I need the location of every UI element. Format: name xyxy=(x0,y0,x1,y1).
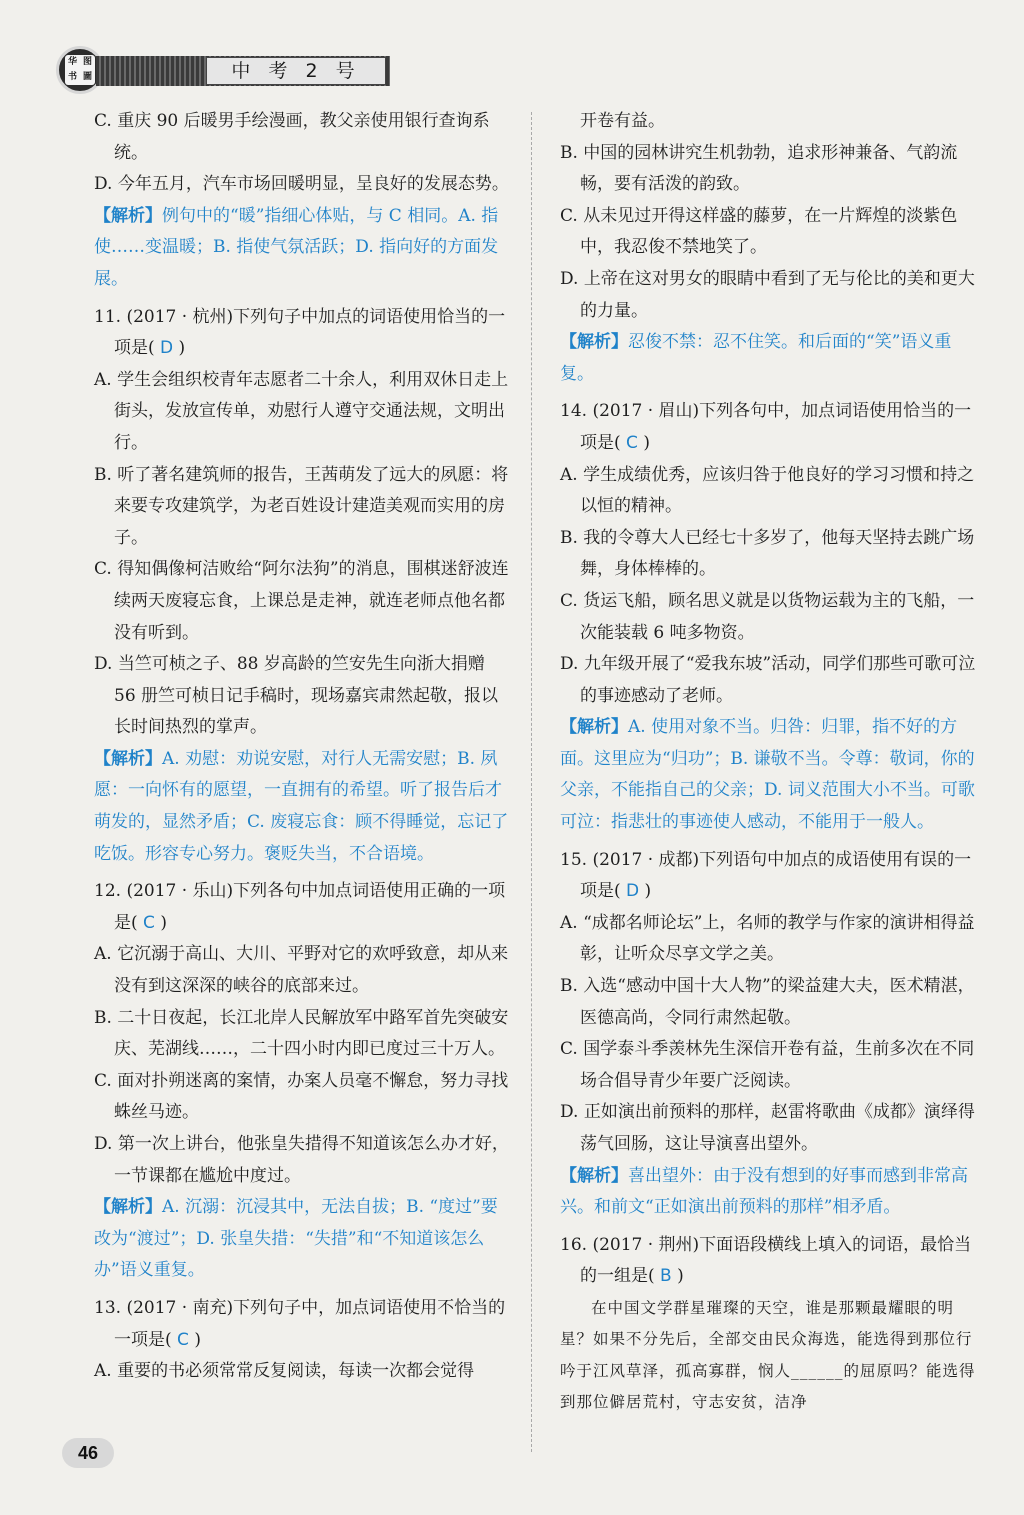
question-stem xyxy=(94,876,510,939)
analysis-text: A. 使用对象不当。归咎：归罪，指不好的方面。这里应为“归功”；B. 谦敬不当。令尊：敬词，你的父亲，不能指自己的父亲；D. 词义范围大小不当。可歌可泣：指悲壮的事迹使人感动，不能用于一般人。 xyxy=(560,717,975,833)
page-number: 46 xyxy=(62,1438,114,1468)
option-text: B. 听了著名建筑师的报告，王茜萌发了远大的夙愿：将来要专攻建筑学，为老百姓设计建造美观而实用的房子。 xyxy=(94,464,509,548)
analysis-tag: 【解析】 xyxy=(94,205,162,226)
answer-choice: C xyxy=(620,432,644,453)
answer-option xyxy=(94,1356,510,1388)
option-text: C. 面对扑朔迷离的案情，办案人员毫不懈怠，努力寻找蛛丝马迹。 xyxy=(94,1070,509,1123)
option-text: C. 重庆 90 后暖男手绘漫画，教父亲使用银行查询系统。 xyxy=(94,111,490,163)
analysis-text: 例句中的“暖”指细心体贴，与 C 相同。A. 指使……变温暖；B. 指使气氛活跃；D. 指向好的方面发展。 xyxy=(94,205,499,289)
analysis-text: A. 劝慰：劝说安慰，对行人无需安慰；B. 夙愿：一向怀有的愿望，一直拥有的希望。听了报告后才萌发的，显然矛盾；C. 废寝忘食：顾不得睡觉，忘记了吃饭。形容专心努力。褒贬失当，不合语境。 xyxy=(94,748,509,864)
passage-text: 在中国文学群星璀璨的天空，谁是那颗最耀眼的明星？如果不分先后，全部交由民众海选，能选得到那位行吟于江风草泽，孤高寡群，悯人______的屈原吗？能选得到那位僻居荒村，守志安贫，洁净 xyxy=(560,1298,976,1412)
answer-option xyxy=(94,554,510,649)
answer-option xyxy=(94,365,510,460)
option-text: B. 我的令尊大人已经七十多岁了，他每天坚持去跳广场舞，身体棒棒的。 xyxy=(560,527,975,580)
left-column xyxy=(94,106,510,1388)
answer-option xyxy=(94,1129,510,1192)
question-text: 11. (2017 · 杭州)下列句子中加点的词语使用恰当的一项是( xyxy=(94,306,506,359)
analysis-tag: 【解析】 xyxy=(560,717,628,738)
question-text: 14. (2017 · 眉山)下列各句中，加点词语使用恰当的一项是( xyxy=(560,401,972,453)
analysis-text: 喜出望外：由于没有想到的好事而感到非常高兴。和前文“正如演出前预料的那样”相矛盾。 xyxy=(560,1165,968,1218)
answer-option xyxy=(560,908,976,971)
logo-char: 圖 xyxy=(82,72,92,82)
question-text: 16. (2017 · 荆州)下面语段横线上填入的词语，最恰当的一组是( xyxy=(560,1234,972,1287)
option-text: D. 当竺可桢之子、88 岁高龄的竺安先生向浙大捐赠 56 册竺可桢日记手稿时，现场嘉宾肃然起敬，报以长时间热烈的掌声。 xyxy=(94,654,499,738)
analysis-text: A. 沉溺：沉浸其中，无法自拔；B. “度过”要改为“渡过”；D. 张皇失措：“失措”和“不知道该怎么办”语义重复。 xyxy=(94,1197,498,1281)
option-text: A. 重要的书必须常常反复阅读，每读一次都会觉得 xyxy=(94,1361,475,1382)
answer-option xyxy=(94,939,510,1002)
option-text: D. 九年级开展了“爱我东坡”活动，同学们那些可歌可泣的事迹感动了老师。 xyxy=(560,654,976,706)
analysis-tag: 【解析】 xyxy=(94,1197,162,1218)
answer-option xyxy=(560,1097,976,1160)
option-text: B. 中国的园林讲究生机勃勃，追求形神兼备、气韵流畅，要有活泼的韵致。 xyxy=(560,142,958,195)
column-divider xyxy=(531,112,532,1452)
option-text: A. 学生成绩优秀，应该归咎于他良好的学习习惯和持之以恒的精神。 xyxy=(560,464,975,517)
answer-option xyxy=(94,460,510,555)
question-close-paren: ) xyxy=(178,338,186,359)
answer-option xyxy=(560,1034,976,1097)
analysis-block xyxy=(94,1192,510,1287)
answer-option xyxy=(94,1003,510,1066)
right-column xyxy=(560,106,976,1419)
answer-option xyxy=(560,264,976,327)
header-title: 中 考 2 号 xyxy=(206,57,386,85)
option-text: A. 学生会组织校青年志愿者二十余人，利用双休日走上街头，发放宣传单，劝慰行人遵守交通法规，文明出行。 xyxy=(94,369,509,453)
question-close-paren: ) xyxy=(194,1329,201,1350)
question-stem xyxy=(560,845,976,908)
option-text: D. 今年五月，汽车市场回暖明显，呈良好的发展态势。 xyxy=(94,174,509,195)
option-text: 开卷有益。 xyxy=(580,111,665,131)
question-text: 13. (2017 · 南充)下列句子中，加点词语使用不恰当的一项是( xyxy=(94,1297,506,1350)
option-text: C. 得知偶像柯洁败给“阿尔法狗”的消息，围棋迷舒波连续两天废寝忘食，上课总是走神，就连老师点他名都没有听到。 xyxy=(94,559,509,643)
answer-choice: D xyxy=(620,881,645,902)
answer-option xyxy=(94,1066,510,1129)
option-text: B. 二十日夜起，长江北岸人民解放军中路军首先突破安庆、芜湖线……，二十四小时内即已度过三十万人。 xyxy=(94,1007,509,1060)
question-close-paren: ) xyxy=(160,912,167,933)
question-text: 15. (2017 · 成都)下列语句中加点的成语使用有误的一项是( xyxy=(560,849,972,902)
question-text: 12. (2017 · 乐山)下列各句中加点词语使用正确的一项是( xyxy=(94,881,506,933)
option-continuation xyxy=(560,106,976,138)
publisher-logo-mark xyxy=(65,55,95,85)
answer-option xyxy=(560,460,976,523)
analysis-block xyxy=(560,712,976,838)
analysis-block xyxy=(560,1161,976,1224)
answer-option xyxy=(94,169,510,201)
answer-option xyxy=(560,649,976,712)
answer-option xyxy=(560,201,976,264)
analysis-tag: 【解析】 xyxy=(560,1165,628,1186)
reading-passage xyxy=(560,1293,976,1419)
logo-char: 图 xyxy=(82,57,92,67)
answer-choice: C xyxy=(137,912,161,933)
option-text: B. 入选“感动中国十大人物”的梁益建大夫，医术精湛，医德高尚，令同行肃然起敬。 xyxy=(560,976,975,1028)
option-text: A. “成都名师论坛”上，名师的教学与作家的演讲相得益彰，让听众尽享文学之美。 xyxy=(560,912,975,965)
answer-option xyxy=(560,971,976,1034)
analysis-tag: 【解析】 xyxy=(94,748,162,769)
question-close-paren: ) xyxy=(644,881,652,902)
answer-option xyxy=(560,586,976,649)
analysis-block xyxy=(94,744,510,870)
question-stem xyxy=(560,1230,976,1293)
logo-char: 书 xyxy=(67,72,77,82)
question-stem xyxy=(94,302,510,365)
answer-option xyxy=(560,523,976,586)
option-text: A. 它沉溺于高山、大川、平野对它的欢呼致意，却从来没有到这深深的峡谷的底部来过。 xyxy=(94,944,509,997)
option-text: D. 正如演出前预料的那样，赵雷将歌曲《成都》演绎得荡气回肠，这让导演喜出望外。 xyxy=(560,1102,975,1154)
option-text: C. 货运飞船，顾名思义就是以货物运载为主的飞船，一次能装载 6 吨多物资。 xyxy=(560,590,975,643)
question-close-paren: ) xyxy=(643,432,650,453)
option-text: D. 第一次上讲台，他张皇失措得不知道该怎么办才好，一节课都在尴尬中度过。 xyxy=(94,1134,509,1186)
question-stem xyxy=(94,1293,510,1356)
answer-choice: C xyxy=(171,1329,195,1350)
question-stem xyxy=(560,396,976,459)
option-text: C. 国学泰斗季羡林先生深信开卷有益，生前多次在不同场合倡导青少年要广泛阅读。 xyxy=(560,1039,975,1091)
option-text: D. 上帝在这对男女的眼睛中看到了无与伦比的美和更大的力量。 xyxy=(560,268,975,321)
option-text: C. 从未见过开得这样盛的藤萝，在一片辉煌的淡紫色中，我忍俊不禁地笑了。 xyxy=(560,205,958,258)
answer-option xyxy=(94,649,510,744)
answer-option xyxy=(560,138,976,201)
analysis-text: 忍俊不禁：忍不住笑。和后面的“笑”语义重复。 xyxy=(560,332,952,384)
analysis-tag: 【解析】 xyxy=(560,332,628,353)
answer-choice: D xyxy=(154,338,179,359)
question-close-paren: ) xyxy=(677,1266,684,1287)
answer-option xyxy=(94,106,510,169)
answer-choice: B xyxy=(654,1266,678,1287)
logo-char: 华 xyxy=(67,57,77,67)
analysis-block xyxy=(560,327,976,390)
analysis-block xyxy=(94,201,510,296)
page-header xyxy=(56,46,390,94)
